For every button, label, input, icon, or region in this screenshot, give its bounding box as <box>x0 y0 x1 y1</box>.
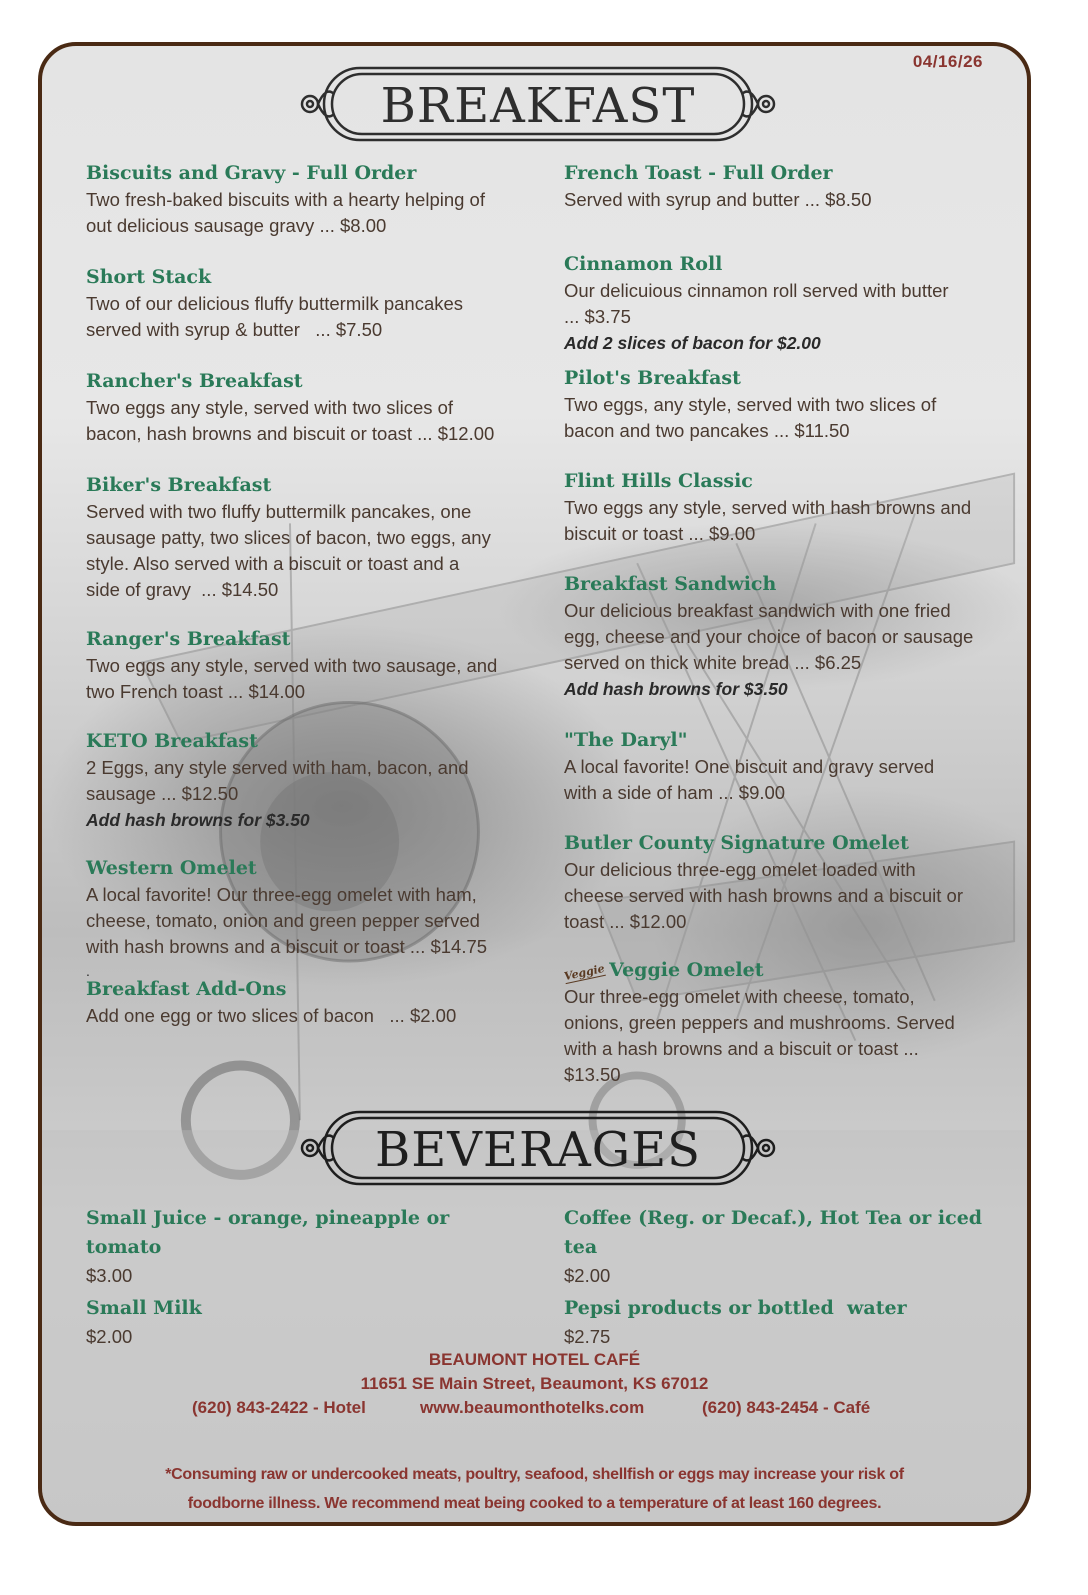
item-title: Breakfast Sandwich <box>564 573 777 595</box>
breakfast-heading: BREAKFAST <box>380 78 696 134</box>
menu-item <box>564 365 1004 444</box>
item-desc: Our delicious breakfast sandwich with one fried <box>564 600 951 621</box>
menu-item <box>86 626 526 705</box>
item-title: KETO Breakfast <box>86 730 258 752</box>
item-title: Veggie Omelet <box>609 959 764 981</box>
website-link[interactable]: www.beaumonthotelks.com <box>420 1398 645 1417</box>
food-safety-disclaimer: foodborne illness. We recommend meat being cooked to a temperature of at least 160 degrees. <box>187 1495 882 1512</box>
menu-item <box>86 368 526 447</box>
menu-item <box>86 264 526 343</box>
item-desc: 2 Eggs, any style served with ham, bacon, and <box>86 757 469 778</box>
item-title: tomato <box>86 1236 162 1258</box>
item-desc: served on thick white bread ... $6.25 <box>564 652 862 673</box>
item-price: $3.00 <box>86 1265 133 1286</box>
item-desc: cheese, tomato, onion and green pepper served <box>86 910 480 931</box>
item-desc: Two eggs any style, served with two slices of <box>86 397 454 418</box>
menu-item <box>86 472 526 603</box>
item-title: Pilot's Breakfast <box>564 367 741 389</box>
item-desc: bacon and two pancakes ... $11.50 <box>564 420 850 441</box>
menu-item <box>564 571 1004 702</box>
item-title: tea <box>564 1236 598 1258</box>
menu-item <box>86 855 526 979</box>
item-desc: Two eggs, any style, served with two slices of <box>564 394 937 415</box>
item-desc: ... $3.75 <box>564 306 631 327</box>
item-price: $2.00 <box>564 1265 611 1286</box>
beverages-right-column <box>564 1204 1004 1351</box>
item-title: Pepsi products or bottled water <box>564 1297 907 1319</box>
item-price: $2.75 <box>564 1326 611 1347</box>
item-desc: two French toast ... $14.00 <box>86 681 306 702</box>
item-price: $2.00 <box>86 1326 133 1347</box>
item-desc: A local favorite! One biscuit and gravy served <box>564 756 935 777</box>
menu-item <box>564 830 1004 935</box>
hotel-phone: (620) 843-2422 - Hotel <box>192 1398 366 1417</box>
item-desc: cheese served with hash browns and a biscuit or <box>564 885 963 906</box>
item-title: Cinnamon Roll <box>564 253 723 275</box>
item-desc: $13.50 <box>564 1064 621 1085</box>
food-safety-disclaimer: *Consuming raw or undercooked meats, poultry, seafood, shellfish or eggs may increase your risk of <box>165 1466 904 1483</box>
item-desc: Two eggs any style, served with hash browns and <box>564 497 972 518</box>
menu-item <box>564 251 1004 356</box>
item-title: "The Daryl" <box>564 729 688 751</box>
breakfast-banner <box>290 64 786 144</box>
menu-date: 04/16/26 <box>912 52 983 71</box>
item-note: Add hash browns for $3.50 <box>564 679 788 699</box>
beverages-left-column <box>86 1204 526 1351</box>
item-desc: Two eggs any style, served with two sausage, and <box>86 655 498 676</box>
item-desc: out delicious sausage gravy ... $8.00 <box>86 215 387 236</box>
item-desc: egg, cheese and your choice of bacon or sausage <box>564 626 974 647</box>
item-title: Butler County Signature Omelet <box>564 832 909 854</box>
item-desc: bacon, hash browns and biscuit or toast ... $12.00 <box>86 423 495 444</box>
item-desc: Add one egg or two slices of bacon ... $2.00 <box>86 1005 457 1026</box>
menu-item <box>86 728 526 833</box>
beverages-banner <box>290 1108 786 1188</box>
breakfast-right-column <box>564 160 1004 1088</box>
beverage-item <box>86 1294 526 1351</box>
breakfast-left-column <box>86 160 526 1029</box>
beverage-item <box>564 1294 1004 1351</box>
item-desc: Our three-egg omelet with cheese, tomato, <box>564 986 915 1007</box>
menu-frame <box>38 42 1031 1526</box>
menu-item <box>564 727 1004 806</box>
cafe-address: 11651 SE Main Street, Beaumont, KS 67012 <box>360 1374 709 1393</box>
menu-item <box>564 957 1004 1088</box>
item-note: Add 2 slices of bacon for $2.00 <box>564 333 821 353</box>
stray-dot: . <box>86 963 90 979</box>
item-desc: toast ... $12.00 <box>564 911 687 932</box>
beverage-item <box>564 1204 1004 1290</box>
item-desc: with a side of ham ... $9.00 <box>564 782 786 803</box>
item-title: Short Stack <box>86 266 212 288</box>
item-desc: side of gravy ... $14.50 <box>86 579 279 600</box>
item-desc: Our delicuious cinnamon roll served with butter <box>564 280 949 301</box>
menu-item <box>86 976 526 1029</box>
item-title: Breakfast Add-Ons <box>86 978 287 1000</box>
item-desc: A local favorite! Our three-egg omelet with ham, <box>86 884 477 905</box>
menu-item <box>86 160 526 239</box>
cafe-phone: (620) 843-2454 - Café <box>702 1398 871 1417</box>
item-desc: with a hash browns and a biscuit or toast ... <box>564 1038 919 1059</box>
item-desc: style. Also served with a biscuit or toast and a <box>86 553 460 574</box>
item-desc: Our delicious three-egg omelet loaded with <box>564 859 916 880</box>
menu-item <box>564 160 1004 213</box>
item-title: Western Omelet <box>86 857 257 879</box>
item-title: Biker's Breakfast <box>86 474 272 496</box>
contact-row <box>42 1398 1027 1422</box>
item-title: French Toast - Full Order <box>564 162 833 184</box>
item-desc: Served with two fluffy buttermilk pancakes, one <box>86 501 472 522</box>
item-title: Ranger's Breakfast <box>86 628 291 650</box>
item-title: Coffee (Reg. or Decaf.), Hot Tea or iced <box>564 1207 983 1229</box>
item-desc: sausage ... $12.50 <box>86 783 239 804</box>
menu-item <box>564 468 1004 547</box>
beverages-heading: BEVERAGES <box>374 1122 702 1178</box>
item-desc: onions, green peppers and mushrooms. Served <box>564 1012 955 1033</box>
item-title-row <box>564 957 1004 984</box>
item-desc: served with syrup & butter ... $7.50 <box>86 319 383 340</box>
item-desc: Two fresh-baked biscuits with a hearty helping of <box>86 189 485 210</box>
item-desc: Two of our delicious fluffy buttermilk pancakes <box>86 293 464 314</box>
item-title: Small Milk <box>86 1297 202 1319</box>
item-desc: biscuit or toast ... $9.00 <box>564 523 756 544</box>
item-note: Add hash browns for $3.50 <box>86 810 310 830</box>
item-title: Biscuits and Gravy - Full Order <box>86 162 417 184</box>
item-title: Rancher's Breakfast <box>86 370 303 392</box>
veggie-badge-icon: Veggie <box>562 961 606 984</box>
item-title: Small Juice - orange, pineapple or <box>86 1207 450 1229</box>
item-title: Flint Hills Classic <box>564 470 753 492</box>
cafe-name: BEAUMONT HOTEL CAFÉ <box>428 1350 641 1369</box>
beverage-item <box>86 1204 526 1290</box>
item-desc: Served with syrup and butter ... $8.50 <box>564 189 872 210</box>
item-desc: with hash browns and a biscuit or toast ... $14.75 <box>86 936 488 957</box>
item-desc: sausage patty, two slices of bacon, two eggs, any <box>86 527 491 548</box>
